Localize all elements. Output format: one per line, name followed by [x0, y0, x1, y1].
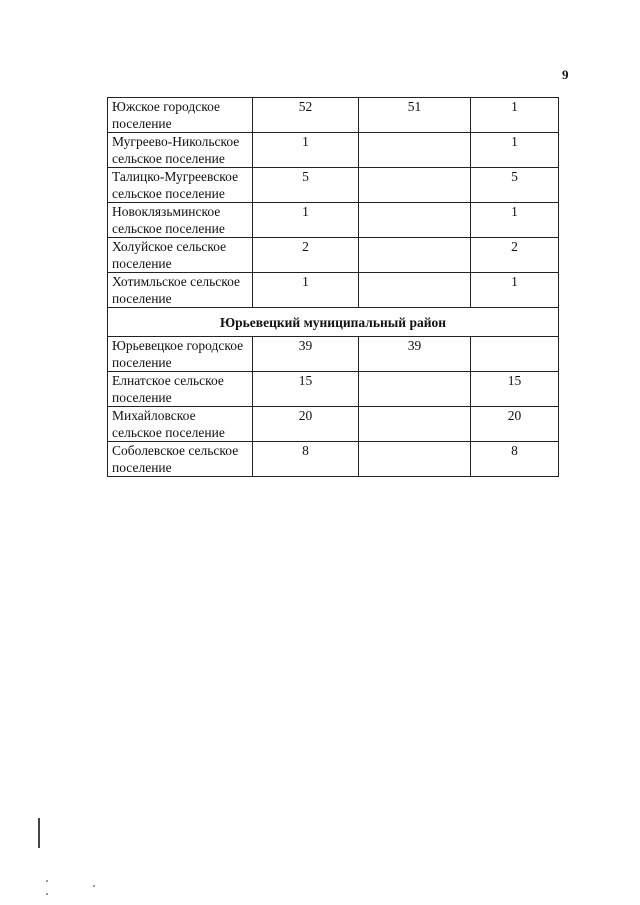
- settlement-name: Соболевское сельское поселение: [108, 442, 253, 477]
- value-col-3: 1: [471, 203, 559, 238]
- value-col-2: 51: [359, 98, 471, 133]
- scan-speck: [93, 885, 95, 887]
- value-col-2: [359, 442, 471, 477]
- table-row: [108, 238, 559, 273]
- table-row: [108, 168, 559, 203]
- value-col-1: 8: [253, 442, 359, 477]
- settlement-name: Елнатское сельское поселение: [108, 372, 253, 407]
- table-row: [108, 133, 559, 168]
- value-col-3: 15: [471, 372, 559, 407]
- value-col-2: [359, 238, 471, 273]
- section-header-row: [108, 308, 559, 337]
- value-col-3: 5: [471, 168, 559, 203]
- table-row: [108, 372, 559, 407]
- scan-speck: [46, 880, 48, 882]
- value-col-3: 2: [471, 238, 559, 273]
- settlement-name: Южское городское поселение: [108, 98, 253, 133]
- value-col-2: [359, 133, 471, 168]
- table-row: [108, 203, 559, 238]
- value-col-3: 1: [471, 273, 559, 308]
- value-col-3: 8: [471, 442, 559, 477]
- value-col-2: [359, 168, 471, 203]
- value-col-3: 20: [471, 407, 559, 442]
- value-col-1: 39: [253, 337, 359, 372]
- value-col-1: 5: [253, 168, 359, 203]
- settlement-name: Мугреево-Никольское сельское поселение: [108, 133, 253, 168]
- settlement-name: Талицко-Мугреевское сельское поселение: [108, 168, 253, 203]
- table-row: [108, 337, 559, 372]
- value-col-1: 2: [253, 238, 359, 273]
- scan-margin-mark: [38, 818, 40, 848]
- table-row: [108, 273, 559, 308]
- value-col-2: [359, 273, 471, 308]
- table-row: [108, 442, 559, 477]
- settlement-name: Холуйское сельское поселение: [108, 238, 253, 273]
- settlement-name: Михайловское сельское поселение: [108, 407, 253, 442]
- settlement-name: Хотимльское сельское поселение: [108, 273, 253, 308]
- value-col-3: [471, 337, 559, 372]
- value-col-1: 15: [253, 372, 359, 407]
- table-body: [108, 98, 559, 477]
- value-col-1: 1: [253, 203, 359, 238]
- settlement-name: Юрьевецкое городское поселение: [108, 337, 253, 372]
- value-col-1: 20: [253, 407, 359, 442]
- value-col-3: 1: [471, 133, 559, 168]
- value-col-1: 1: [253, 133, 359, 168]
- district-title: Юрьевецкий муниципальный район: [108, 308, 559, 337]
- page-number: 9: [562, 67, 569, 82]
- value-col-2: [359, 203, 471, 238]
- value-col-1: 52: [253, 98, 359, 133]
- value-col-2: [359, 372, 471, 407]
- value-col-2: [359, 407, 471, 442]
- settlements-table: [107, 97, 559, 477]
- value-col-1: 1: [253, 273, 359, 308]
- settlement-name: Новоклязьминское сельское поселение: [108, 203, 253, 238]
- table-row: [108, 98, 559, 133]
- value-col-3: 1: [471, 98, 559, 133]
- scan-speck: [46, 893, 48, 895]
- table-row: [108, 407, 559, 442]
- value-col-2: 39: [359, 337, 471, 372]
